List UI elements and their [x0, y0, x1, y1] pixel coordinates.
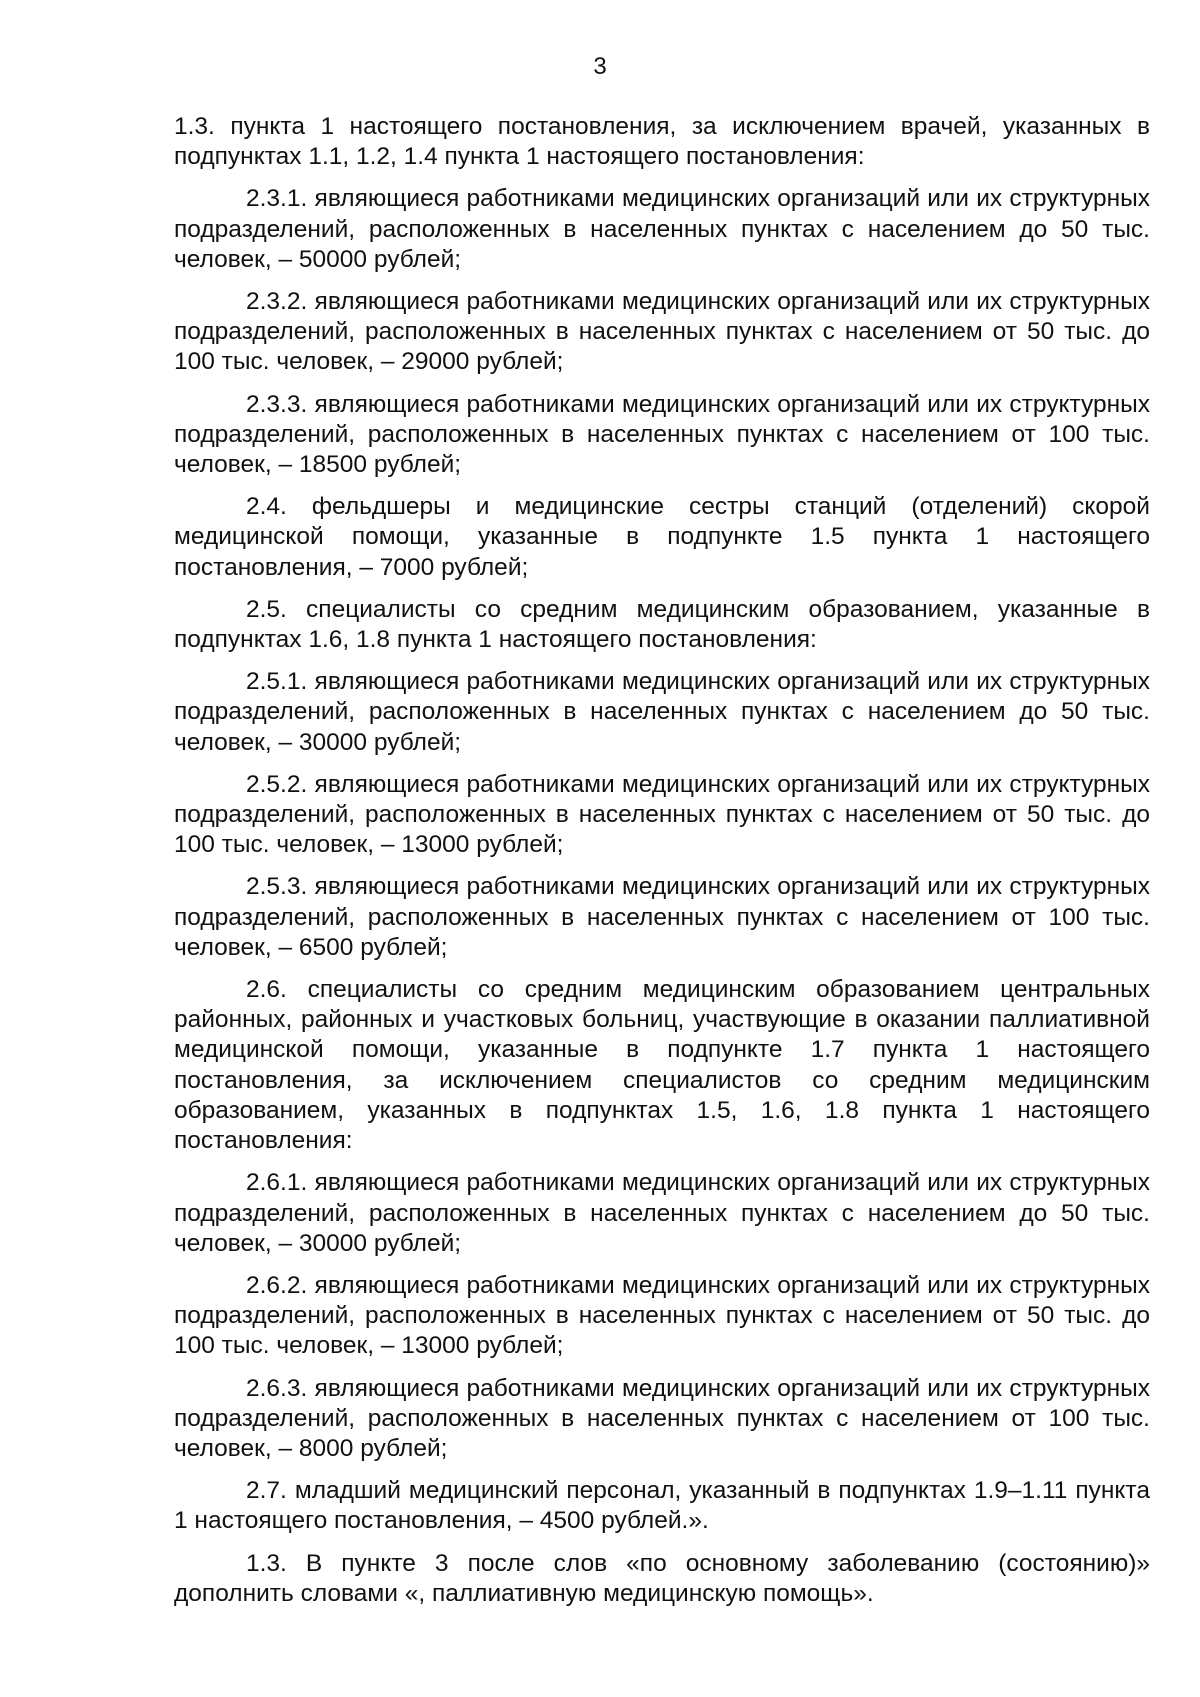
- paragraph-2-5-1: 2.5.1. являющиеся работниками медицинских организаций или их структурных подразделений, расположенных в населенных пунктах с населением до 50 тыс. человек, – 30000 рублей;: [174, 668, 1150, 756]
- paragraph-2-3-3: 2.3.3. являющиеся работниками медицинских организаций или их структурных подразделений, расположенных в населенных пунктах с населением от 100 тыс. человек, – 18500 рублей;: [174, 390, 1150, 479]
- paragraph-2-7: 2.7. младший медицинский персонал, указанный в подпунктах 1.9–1.11 пункта 1 настоящего постановления, – 4500 рублей.».: [174, 1477, 1150, 1535]
- paragraph-2-6-3: 2.6.3. являющиеся работниками медицинских организаций или их структурных подразделений, расположенных в населенных пунктах с населением от 100 тыс. человек, – 8000 рублей;: [174, 1374, 1150, 1462]
- paragraph-2-3-1: 2.3.1. являющиеся работниками медицинских организаций или их структурных подразделений, расположенных в населенных пунктах с населением до 50 тыс. человек, – 50000 рублей;: [174, 185, 1150, 273]
- paragraph-2-6-2: 2.6.2. являющиеся работниками медицинских организаций или их структурных подразделений, расположенных в населенных пунктах с населением от 50 тыс. до 100 тыс. человек, – 13000 рублей;: [174, 1271, 1150, 1360]
- paragraph-1-3-continuation: 1.3. пункта 1 настоящего постановления, за исключением врачей, указанных в подпунктах 1.1, 1.2, 1.4 пункта 1 настоящего постановления:: [174, 113, 1150, 171]
- paragraph-2-5-3: 2.5.3. являющиеся работниками медицинских организаций или их структурных подразделений, расположенных в населенных пунктах с населением от 100 тыс. человек, – 6500 рублей;: [174, 873, 1150, 961]
- paragraph-2-3-2: 2.3.2. являющиеся работниками медицинских организаций или их структурных подразделений, расположенных в населенных пунктах с населением от 50 тыс. до 100 тыс. человек, – 29000 рублей;: [174, 288, 1150, 376]
- paragraph-2-6: 2.6. специалисты со средним медицинским образованием центральных районных, районных и участковых больниц, участвующие в оказании паллиативной медицинской помощи, указанные в подпункте 1.7 пункта 1 настоящего постановления, за исключением специалистов со средним медицинским образованием, указанных в подпунктах 1.5, 1.6, 1.8 пункта 1 настоящего постановления:: [174, 976, 1150, 1155]
- paragraph-1-3-amendment: 1.3. В пункте 3 после слов «по основному заболеванию (состоянию)» дополнить словами «, паллиативную медицинскую помощь».: [174, 1549, 1150, 1607]
- page-number: 3: [593, 53, 607, 80]
- paragraph-2-4: 2.4. фельдшеры и медицинские сестры станций (отделений) скорой медицинской помощи, указанные в подпункте 1.5 пункта 1 настоящего постановления, – 7000 рублей;: [174, 493, 1150, 581]
- paragraph-2-5-2: 2.5.2. являющиеся работниками медицинских организаций или их структурных подразделений, расположенных в населенных пунктах с населением от 50 тыс. до 100 тыс. человек, – 13000 рублей;: [174, 770, 1150, 859]
- document-body: [174, 112, 1150, 1621]
- paragraph-2-6-1: 2.6.1. являющиеся работниками медицинских организаций или их структурных подразделений, расположенных в населенных пунктах с населением до 50 тыс. человек, – 30000 рублей;: [174, 1169, 1150, 1257]
- paragraph-2-5: 2.5. специалисты со средним медицинским образованием, указанные в подпунктах 1.6, 1.8 пункта 1 настоящего постановления:: [174, 595, 1150, 654]
